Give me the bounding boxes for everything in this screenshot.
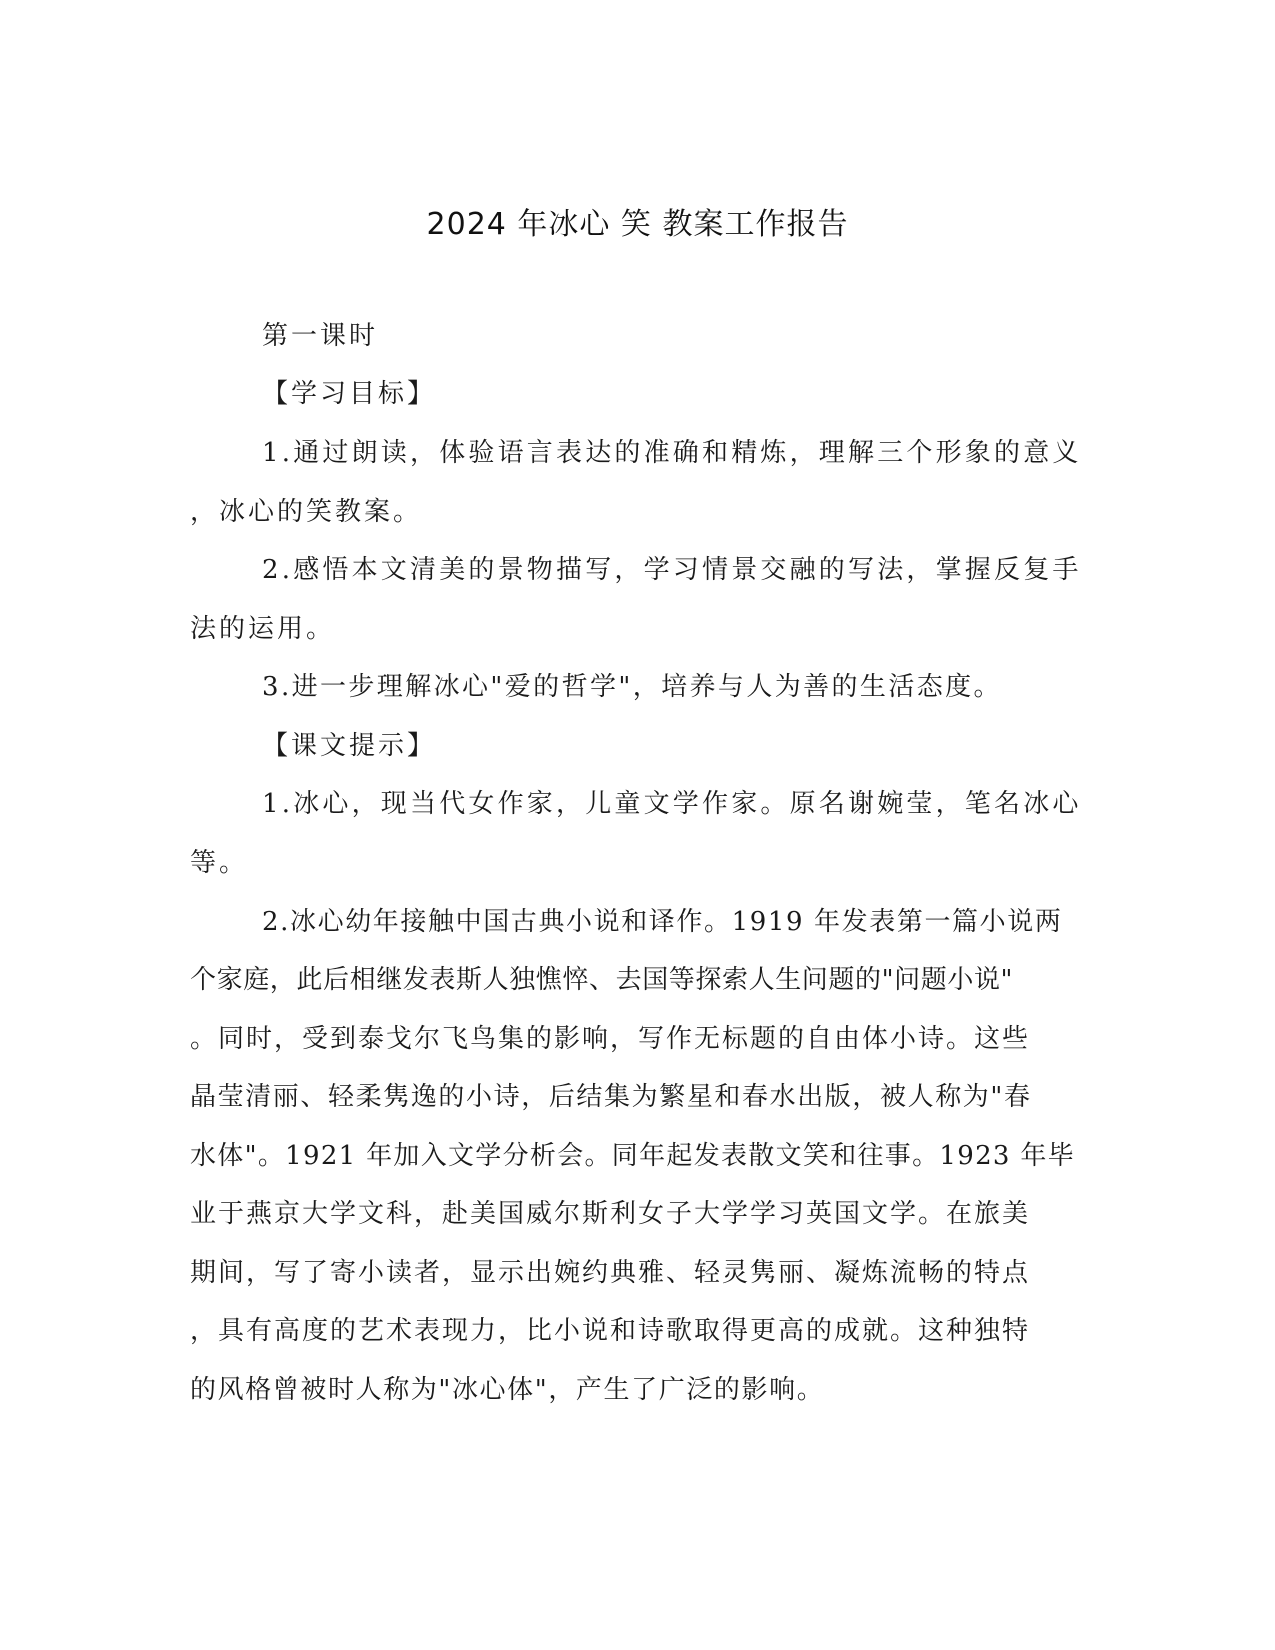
paragraph-line: 晶莹清丽、轻柔隽逸的小诗，后结集为繁星和春水出版，被人称为"春: [190, 1082, 1032, 1112]
paragraph-line: ，具有高度的艺术表现力，比小说和诗歌取得更高的成就。这种独特: [190, 1316, 1031, 1346]
paragraph-line: 。同时，受到泰戈尔飞鸟集的影响，写作无标题的自由体小诗。这些: [190, 1024, 1031, 1054]
paragraph-line: 期间，写了寄小读者，显示出婉约典雅、轻灵隽丽、凝炼流畅的特点: [190, 1258, 1031, 1288]
paragraph-line: 2.冰心幼年接触中国古典小说和译作。1919 年发表第一篇小说两: [262, 907, 1063, 937]
paragraph-line: 1.通过朗读，体验语言表达的准确和精炼，理解三个形象的意义: [262, 438, 1082, 468]
document-title: 2024 年冰心 笑 教案工作报告: [426, 207, 849, 242]
paragraph-line: ，冰心的笑教案。: [190, 497, 423, 527]
paragraph-line: 法的运用。: [190, 614, 336, 644]
paragraph-line: 等。: [190, 848, 249, 878]
paragraph-line: 业于燕京大学文科，赴美国威尔斯利女子大学学习英国文学。在旅美: [190, 1199, 1031, 1229]
paragraph-line: 个家庭，此后相继发表斯人独憔悴、去国等探索人生问题的"问题小说": [190, 965, 1014, 995]
paragraph-line: 1.冰心，现当代女作家，儿童文学作家。原名谢婉莹，笔名冰心: [262, 789, 1082, 819]
paragraph-line: 的风格曾被时人称为"冰心体"，产生了广泛的影响。: [190, 1375, 825, 1405]
paragraph-line: 水体"。1921 年加入文学分析会。同年起发表散文笑和往事。1923 年毕: [190, 1141, 1075, 1171]
section-heading-learning-goals: 【学习目标】: [262, 379, 437, 409]
paragraph-line: 3.进一步理解冰心"爱的哲学"，培养与人为善的生活态度。: [262, 672, 1002, 702]
paragraph-line: 2.感悟本文清美的景物描写，学习情景交融的写法，掌握反复手: [262, 555, 1082, 585]
section-heading-text-notes: 【课文提示】: [262, 731, 437, 761]
lesson-heading: 第一课时: [262, 321, 379, 351]
